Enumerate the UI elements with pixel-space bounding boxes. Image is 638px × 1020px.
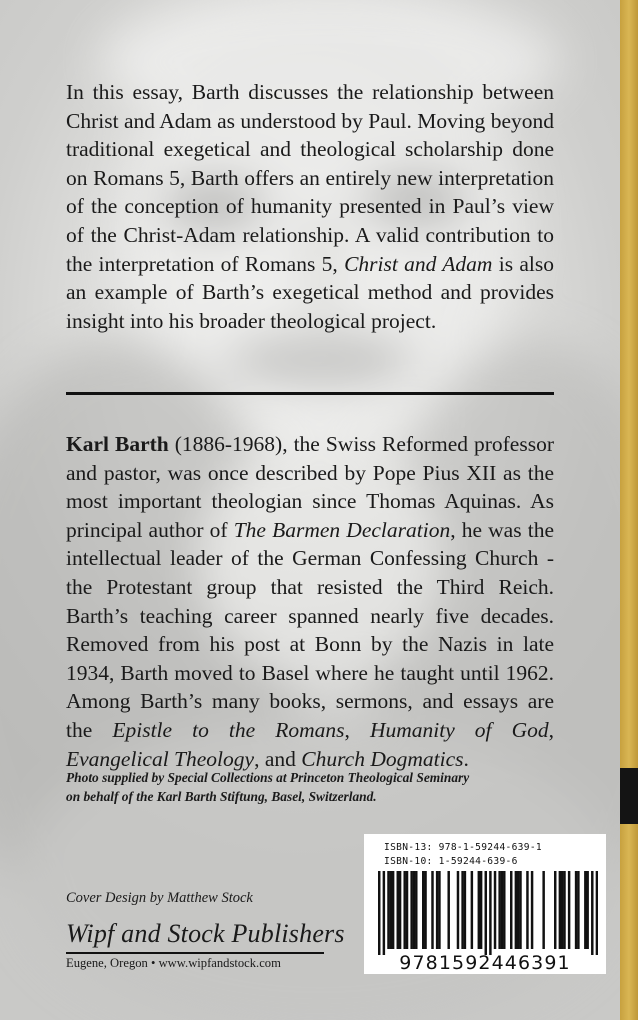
photo-credit-line-1: Photo supplied by Special Collections at Princeton Theological Seminary (66, 770, 470, 785)
book-description (66, 78, 554, 335)
publisher-website: www.wipfandstock.com (158, 956, 281, 970)
barcode-bar (403, 871, 405, 949)
bio-segment: Epistle to the Romans (112, 717, 345, 742)
barcode-bar (399, 871, 401, 949)
barcode-bar (413, 871, 415, 949)
barcode-bar (406, 871, 408, 949)
barcode-bar (457, 871, 459, 949)
bullet-separator: • (151, 956, 156, 970)
bio-segment: , and (254, 746, 302, 771)
blurb-segment: is also an example of Barth’s exegetical method and provides insight into his broader theological project. (66, 251, 555, 333)
barcode-bar (510, 871, 512, 949)
barcode-bar (531, 871, 533, 949)
barcode-bar (478, 871, 480, 949)
barcode-bar (494, 871, 496, 949)
spine-gold-stripe (620, 0, 638, 1020)
isbn-13: ISBN-13: 978-1-59244-639-1 (384, 842, 542, 853)
barcode-bar (471, 871, 473, 949)
publisher-name: Wipf and Stock Publishers (66, 919, 345, 948)
barcode-bar (561, 871, 563, 949)
publisher-address (66, 956, 281, 971)
bio-segment: Humanity of God (369, 717, 549, 742)
bio-segment: , (548, 717, 554, 742)
barcode-bar (410, 871, 412, 949)
barcode-bar (436, 871, 438, 949)
barcode-bar (542, 871, 544, 949)
barcode-bar (422, 871, 424, 949)
barcode-bar (431, 871, 433, 949)
isbn-10: ISBN-10: 1-59244-639-6 (384, 856, 518, 867)
barcode-bar (519, 871, 521, 949)
barcode-bar (584, 871, 586, 949)
barcode-bar (501, 871, 503, 949)
barcode-bar (559, 871, 561, 949)
bio-segment: (1886-1968), the Swiss Reformed professor and pastor, was once described by Pope Pius XII as the most important theologian since Thomas Aquinas. As principal author of (66, 432, 554, 542)
publisher-city: Eugene, Oregon (66, 956, 148, 970)
cover-design-credit: Cover Design by Matthew Stock (66, 890, 253, 906)
barcode-bar (489, 871, 491, 955)
section-divider (66, 392, 554, 395)
photo-credit (66, 768, 586, 806)
barcode-bar (378, 871, 380, 955)
barcode-bar (577, 871, 579, 949)
barcode-bar (480, 871, 482, 949)
barcode-bar (591, 871, 593, 955)
barcode-bar (383, 871, 385, 955)
barcode-bar (447, 871, 449, 949)
barcode-bar (517, 871, 519, 949)
bio-segment: Church Dogmatics (301, 746, 464, 771)
barcode-bar (526, 871, 528, 949)
barcode-bar (415, 871, 417, 949)
barcode-bar (424, 871, 426, 949)
bio-segment: Karl Barth (66, 432, 169, 456)
bio-segment: , he was the intellectual leader of the German Confessing Church - the Protestant group that resisted the Third Reich. Barth’s teaching career spanned nearly five decades. Removed from his post at Bonn by the Nazis in late 1934, Barth moved to Basel where he taught until 1962. Among Barth’s many books, sermons, and essays are the (66, 517, 555, 742)
barcode-bar (554, 871, 556, 949)
bio-segment: Evangelical Theology (66, 746, 255, 771)
barcode-bar (503, 871, 505, 949)
barcode-bar (485, 871, 487, 955)
photo-credit-line-2: on behalf of the Karl Barth Stiftung, Basel, Switzerland. (66, 789, 377, 804)
blurb-segment: Christ and Adam (344, 251, 493, 276)
spine-dark-tab (620, 768, 638, 824)
barcode-bar (568, 871, 570, 949)
barcode-bar (563, 871, 565, 949)
barcode-bar (438, 871, 440, 949)
barcode-bar (461, 871, 463, 949)
barcode-bar (392, 871, 394, 949)
barcode-panel (364, 834, 606, 974)
barcode-bar (498, 871, 500, 949)
barcode-bar (575, 871, 577, 949)
publisher-underline (66, 952, 324, 954)
barcode-bars (378, 871, 598, 955)
barcode-bar (586, 871, 588, 949)
barcode-bar (515, 871, 517, 949)
barcode-bar (387, 871, 389, 949)
bio-segment: . (463, 746, 469, 771)
barcode-bar (464, 871, 466, 949)
barcode-bar (397, 871, 399, 949)
author-bio (66, 430, 554, 773)
barcode-digits: 9781592446391 (399, 952, 571, 974)
blurb-segment: In this essay, Barth discusses the relationship between Christ and Adam as understood by Paul. Moving beyond traditional exegetical and theological scholarship done on Romans 5, Barth offers an entirely new interpretation of the conception of humanity presented in Paul’s view of the Christ-Adam relationship. A valid contribution to the interpretation of Romans 5, (66, 80, 554, 276)
barcode-bar (596, 871, 598, 955)
barcode-bar (390, 871, 392, 949)
bio-segment: , (344, 717, 370, 742)
bio-segment: The Barmen Declaration (233, 517, 451, 542)
